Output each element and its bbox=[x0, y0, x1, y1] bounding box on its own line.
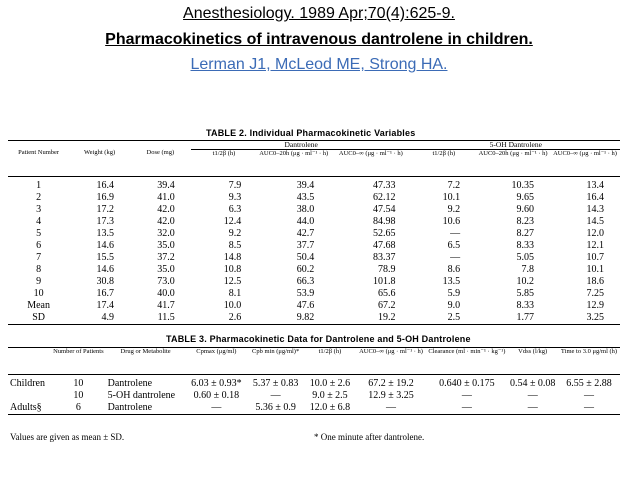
table2-cell: 5.05 bbox=[516, 251, 535, 263]
table2-column bbox=[412, 176, 477, 324]
table2-column bbox=[330, 176, 411, 324]
table2-cell: 10.2 bbox=[516, 275, 535, 287]
table3-cell: — bbox=[584, 390, 594, 401]
table3-cell: 6.03 ± 0.93* bbox=[191, 378, 242, 389]
table2-cell: 7.8 bbox=[521, 263, 535, 275]
table2-cell: 16.9 bbox=[96, 191, 114, 203]
table2-cell: 47.54 bbox=[373, 203, 396, 215]
table2-column bbox=[191, 176, 257, 324]
table2-cell: 66.3 bbox=[296, 275, 315, 287]
table2-cell: 14.6 bbox=[96, 239, 114, 251]
table3-header: Time to 3.0 μg/ml (h) bbox=[558, 348, 620, 375]
table2-column bbox=[8, 176, 69, 324]
table3-cell: 0.60 ± 0.18 bbox=[193, 390, 240, 401]
table2-cell: 12.9 bbox=[586, 299, 604, 311]
table2-cell: 5.85 bbox=[516, 287, 535, 299]
table3-header: Clearance (ml · min⁻¹ · kg⁻¹) bbox=[426, 348, 507, 375]
table2-header: Weight (kg) bbox=[69, 149, 130, 176]
table2-cell: 16.4 bbox=[96, 179, 114, 191]
table2-cell: 8.27 bbox=[516, 227, 535, 239]
table2-cell: 9.3 bbox=[228, 191, 242, 203]
table2-column bbox=[69, 176, 130, 324]
table3-cell: 6.55 ± 2.88 bbox=[566, 378, 612, 389]
table2-cell: 13.4 bbox=[586, 179, 604, 191]
table2-cell: 15.5 bbox=[96, 251, 114, 263]
table3-cell: 0.54 ± 0.08 bbox=[509, 378, 556, 389]
table2-cell: 7.9 bbox=[228, 179, 242, 191]
table3-header: Cpmax (μg/ml) bbox=[186, 348, 248, 375]
table2-cell: 38.0 bbox=[296, 203, 315, 215]
table3-cell: — bbox=[461, 390, 472, 401]
table2-header: Patient Number bbox=[8, 149, 69, 176]
table2-cell: 4.9 bbox=[101, 311, 114, 323]
table2-cell: 9.2 bbox=[228, 227, 242, 239]
table2-cell: 17.4 bbox=[96, 299, 114, 311]
table3 bbox=[8, 347, 620, 415]
table2-cell: 8 bbox=[36, 263, 42, 275]
table2-cell: 14.5 bbox=[586, 215, 604, 227]
table3-cell: Adults§ bbox=[8, 402, 51, 415]
table2-cell: 42.7 bbox=[296, 227, 315, 239]
table2-column bbox=[130, 176, 191, 324]
table2-cell: 14.8 bbox=[223, 251, 242, 263]
table2-grid bbox=[8, 140, 620, 325]
table3-cell: 12.0 ± 6.8 bbox=[304, 402, 356, 415]
table2-cell: 6.3 bbox=[228, 203, 242, 215]
table2-cell: 52.65 bbox=[373, 227, 396, 239]
table2-header: AUC0–20h (μg · ml⁻¹ · h) bbox=[257, 149, 330, 176]
table2-cell: 1.77 bbox=[516, 311, 535, 323]
table3-cell: — bbox=[356, 402, 427, 415]
table2-cell: 67.2 bbox=[378, 299, 396, 311]
table2-cell: 10.6 bbox=[442, 215, 461, 227]
table3-header: Number of Patients bbox=[51, 348, 106, 375]
table2-cell: 53.9 bbox=[296, 287, 315, 299]
table2-cell: 8.33 bbox=[516, 239, 535, 251]
table2-cell: 6 bbox=[36, 239, 42, 251]
table2-cell: 47.68 bbox=[373, 239, 396, 251]
table3-header: Cpb min (μg/ml)* bbox=[247, 348, 304, 375]
table2-cell: 9.65 bbox=[516, 191, 535, 203]
table2-cell: 44.0 bbox=[296, 215, 315, 227]
table3-cell: — bbox=[426, 402, 507, 415]
table2-cell: 7.2 bbox=[447, 179, 461, 191]
table2-cell: 16.4 bbox=[586, 191, 604, 203]
table2-cell: 37.2 bbox=[157, 251, 175, 263]
table3-cell bbox=[8, 390, 51, 402]
table2-cell: 5.9 bbox=[447, 287, 461, 299]
table2-header: AUC0–20h (μg · ml⁻¹ · h) bbox=[476, 149, 550, 176]
table2-cell: 13.5 bbox=[442, 275, 461, 287]
table2-cell: 78.9 bbox=[378, 263, 396, 275]
table2-cell: 1 bbox=[36, 179, 42, 191]
table3-grid bbox=[8, 347, 620, 415]
table2-cell: 5 bbox=[36, 227, 42, 239]
table2-cell: 8.5 bbox=[228, 239, 242, 251]
table2-cell: 39.4 bbox=[157, 179, 175, 191]
table2-cell: 8.1 bbox=[228, 287, 242, 299]
table2-cell: 12.1 bbox=[586, 239, 604, 251]
table3-cell: — bbox=[270, 390, 281, 401]
table3-cell: Dantrolene bbox=[106, 402, 186, 415]
table3-header: t1/2β (h) bbox=[304, 348, 356, 375]
table2-header: t1/2β (h) bbox=[191, 149, 257, 176]
table2-header: Dose (mg) bbox=[130, 149, 191, 176]
table2-cell: 9.0 bbox=[447, 299, 461, 311]
table3-row bbox=[8, 375, 620, 391]
table2-cell: 60.2 bbox=[296, 263, 315, 275]
table2-cell: 32.0 bbox=[157, 227, 175, 239]
table3-cell: — bbox=[558, 402, 620, 415]
table2-cell: 10.8 bbox=[223, 263, 242, 275]
table2-cell: 3.25 bbox=[586, 311, 604, 323]
table2-cell: 13.5 bbox=[96, 227, 114, 239]
table3-caption: TABLE 3. Pharmacokinetic Data for Dantrolene and 5-OH Dantrolene bbox=[166, 334, 471, 344]
table2-cell: — bbox=[450, 251, 461, 263]
table2-cell: 73.0 bbox=[157, 275, 175, 287]
table2-cell: 12.5 bbox=[223, 275, 242, 287]
table2-cell: 7 bbox=[36, 251, 42, 263]
table2-header: AUC0–∞ (μg · ml⁻¹ · h) bbox=[330, 149, 411, 176]
table2-cell: Mean bbox=[27, 299, 50, 311]
table2-cell: 7.25 bbox=[586, 287, 604, 299]
table3-cell: 6 bbox=[51, 402, 106, 415]
table2-column bbox=[476, 176, 550, 324]
table2-cell: 84.98 bbox=[373, 215, 396, 227]
table2-cell: 10.0 bbox=[223, 299, 242, 311]
table2-cell: 6.5 bbox=[447, 239, 461, 251]
table2-cell: 9 bbox=[36, 275, 42, 287]
table3-cell: 5.36 ± 0.9 bbox=[247, 402, 304, 415]
table3-cell: Children bbox=[10, 378, 45, 389]
table3-cell: 0.640 ± 0.175 bbox=[439, 378, 495, 389]
table3-row bbox=[8, 390, 620, 402]
table2-group-dantrolene: Dantrolene bbox=[191, 141, 412, 150]
table3-cell: 5.37 ± 0.83 bbox=[252, 378, 299, 389]
table2-cell: 9.2 bbox=[447, 203, 461, 215]
table2-cell: 14.6 bbox=[96, 263, 114, 275]
table2-cell: 8.33 bbox=[516, 299, 535, 311]
table3-cell: 10.0 ± 2.6 bbox=[309, 378, 351, 389]
table2-cell: 30.8 bbox=[96, 275, 114, 287]
table3-cell: Dantrolene bbox=[107, 378, 153, 389]
table2-group-oh: 5-OH Dantrolene bbox=[412, 141, 620, 150]
table2-header: AUC0–∞ (μg · ml⁻¹ · h) bbox=[550, 149, 620, 176]
table3-cell: — bbox=[527, 390, 538, 401]
table2-cell: 50.4 bbox=[296, 251, 315, 263]
table2-cell: 42.0 bbox=[157, 203, 175, 215]
table2-cell: 17.2 bbox=[96, 203, 114, 215]
table2-cell: 39.4 bbox=[296, 179, 315, 191]
table2-cell: 83.37 bbox=[373, 251, 396, 263]
table2-cell: 2.5 bbox=[447, 311, 461, 323]
table3-cell: 67.2 ± 19.2 bbox=[368, 378, 414, 389]
table2-cell: 37.7 bbox=[296, 239, 315, 251]
table3-cell: — bbox=[186, 402, 248, 415]
table2-cell: 10.7 bbox=[586, 251, 604, 263]
table2-cell: 12.0 bbox=[586, 227, 604, 239]
table2-cell: 12.4 bbox=[223, 215, 242, 227]
table3-cell: 10 bbox=[73, 390, 84, 401]
table2-cell: 18.6 bbox=[586, 275, 604, 287]
table2-cell: 2 bbox=[36, 191, 42, 203]
article-title[interactable]: Pharmacokinetics of intravenous dantrolene in children. bbox=[105, 31, 533, 48]
table2-cell: 8.6 bbox=[447, 263, 461, 275]
table2-cell: 42.0 bbox=[157, 215, 175, 227]
table2-cell: 11.5 bbox=[157, 311, 175, 323]
table2-cell: 101.8 bbox=[373, 275, 396, 287]
table3-header bbox=[8, 348, 51, 375]
table3-cell: 10 bbox=[73, 378, 84, 389]
table2-cell: 62.12 bbox=[373, 191, 396, 203]
table3-footnote-right: * One minute after dantrolene. bbox=[314, 432, 425, 442]
table2-cell: 10.35 bbox=[511, 179, 535, 191]
authors-link[interactable]: Lerman J1, McLeod ME, Strong HA. bbox=[190, 56, 448, 73]
table3-header: Drug or Metabolite bbox=[106, 348, 186, 375]
table2-cell: 43.5 bbox=[296, 191, 315, 203]
table2-cell: SD bbox=[32, 311, 45, 323]
table2-cell: 65.6 bbox=[378, 287, 396, 299]
table2-cell: 41.0 bbox=[157, 191, 175, 203]
table2-header: t1/2β (h) bbox=[412, 149, 477, 176]
table2-column bbox=[550, 176, 620, 324]
table3-row bbox=[8, 402, 620, 415]
table3-header: Vdss (l/kg) bbox=[507, 348, 558, 375]
table3-header: AUC0–∞ (μg · ml⁻¹ · h) bbox=[356, 348, 427, 375]
table2-cell: 9.82 bbox=[296, 311, 315, 323]
table2-cell: 14.3 bbox=[586, 203, 604, 215]
table2-cell: 17.3 bbox=[96, 215, 114, 227]
table2-cell: 9.60 bbox=[516, 203, 535, 215]
table2-cell: 2.6 bbox=[228, 311, 242, 323]
table3-cell: — bbox=[507, 402, 558, 415]
table2-cell: 47.33 bbox=[373, 179, 396, 191]
table2-cell: 35.0 bbox=[157, 239, 175, 251]
table2-cell: 4 bbox=[36, 215, 42, 227]
table2-cell: 41.7 bbox=[157, 299, 175, 311]
citation[interactable]: Anesthesiology. 1989 Apr;70(4):625-9. bbox=[183, 5, 455, 22]
table3-footnote-left: Values are given as mean ± SD. bbox=[10, 432, 125, 442]
table2 bbox=[8, 140, 620, 325]
table2-cell: 8.23 bbox=[516, 215, 535, 227]
table2-cell: 40.0 bbox=[157, 287, 175, 299]
table3-cell: 9.0 ± 2.5 bbox=[312, 390, 348, 401]
table2-cell: 10.1 bbox=[442, 191, 461, 203]
table2-cell: 3 bbox=[36, 203, 42, 215]
table2-caption: TABLE 2. Individual Pharmacokinetic Variables bbox=[206, 128, 416, 138]
table3-cell: 5-OH dantrolene bbox=[107, 390, 176, 401]
table2-cell: — bbox=[450, 227, 461, 239]
table2-cell: 47.6 bbox=[296, 299, 315, 311]
table3-cell: 12.9 ± 3.25 bbox=[368, 390, 414, 401]
table2-cell: 10 bbox=[33, 287, 44, 299]
table2-cell: 19.2 bbox=[378, 311, 396, 323]
table2-column bbox=[257, 176, 330, 324]
table2-cell: 16.7 bbox=[96, 287, 114, 299]
table2-cell: 10.1 bbox=[586, 263, 604, 275]
table2-cell: 35.0 bbox=[157, 263, 175, 275]
